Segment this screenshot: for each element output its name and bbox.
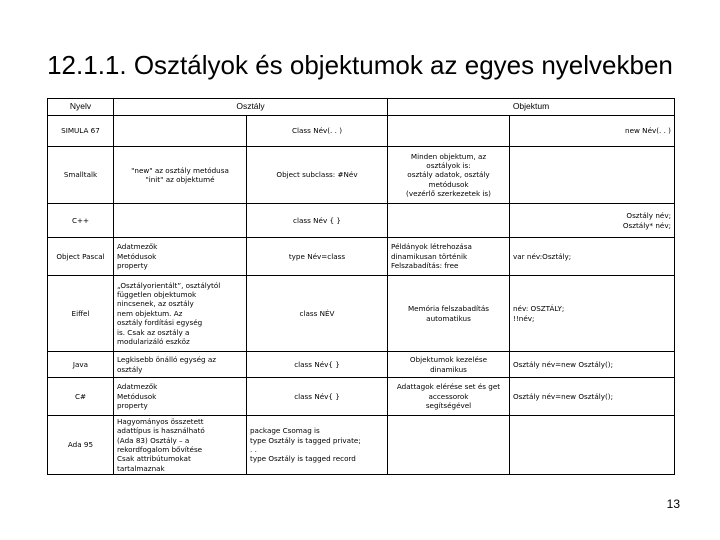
- class-syntax-cell: Object subclass: #Név: [247, 147, 388, 204]
- page-number: 13: [666, 497, 680, 511]
- table-row: [48, 378, 675, 416]
- object-note-cell: Példányok létrehozása dinamikusan történik Felszabadítás: free: [388, 238, 510, 276]
- class-syntax-cell: class Név { }: [247, 204, 388, 238]
- object-syntax-cell: [510, 147, 675, 204]
- language-cell: Object Pascal: [48, 238, 114, 276]
- class-note-cell: „Osztályorientált”, osztálytól független objektumok nincsenek, az osztály nem objektum. Az osztály fordítási egység is. Csak az osztály a modularizáló eszköz: [114, 276, 247, 352]
- object-note-cell: Memória felszabadítás automatikus: [388, 276, 510, 352]
- class-syntax-cell: class Név{ }: [247, 352, 388, 378]
- class-syntax-cell: package Csomag is type Osztály is tagged private; . . type Osztály is tagged record: [247, 416, 388, 475]
- language-cell: C#: [48, 378, 114, 416]
- class-note-cell: Adatmezők Metódusok property: [114, 378, 247, 416]
- object-syntax-cell: Osztály név; Osztály* név;: [510, 204, 675, 238]
- object-note-cell: Minden objektum, az osztályok is: osztály adatok, osztály metódusok (vezérlő szerkezetek is): [388, 147, 510, 204]
- language-cell: Smalltalk: [48, 147, 114, 204]
- object-note-cell: [388, 116, 510, 147]
- class-note-cell: [114, 116, 247, 147]
- class-syntax-cell: type Név=class: [247, 238, 388, 276]
- slide-title: 12.1.1. Osztályok és objektumok az egyes nyelvekben: [47, 50, 673, 80]
- header-row: [48, 99, 675, 116]
- language-cell: Java: [48, 352, 114, 378]
- class-note-cell: Hagyományos összetett adattípus is használható (Ada 83) Osztály – a rekordfogalom bővítése Csak attribútumokat tartalmaznak: [114, 416, 247, 475]
- header-class: Osztály: [114, 99, 388, 116]
- table-row: [48, 238, 675, 276]
- table-row: [48, 116, 675, 147]
- class-note-cell: "new" az osztály metódusa "init" az objektumé: [114, 147, 247, 204]
- class-syntax-cell: Class Név(. . ): [247, 116, 388, 147]
- class-syntax-cell: class NÉV: [247, 276, 388, 352]
- table-row: [48, 204, 675, 238]
- object-note-cell: Adattagok elérése set és get accessorok segítségével: [388, 378, 510, 416]
- object-syntax-cell: Osztály név=new Osztály();: [510, 378, 675, 416]
- header-language: Nyelv: [48, 99, 114, 116]
- object-syntax-cell: var név:Osztály;: [510, 238, 675, 276]
- header-object: Objektum: [388, 99, 675, 116]
- class-note-cell: Legkisebb önálló egység az osztály: [114, 352, 247, 378]
- table-row: [48, 416, 675, 475]
- object-note-cell: [388, 416, 510, 475]
- language-cell: Eiffel: [48, 276, 114, 352]
- object-syntax-cell: new Név(. . ): [510, 116, 675, 147]
- language-cell: C++: [48, 204, 114, 238]
- class-note-cell: Adatmezők Metódusok property: [114, 238, 247, 276]
- class-note-cell: [114, 204, 247, 238]
- object-syntax-cell: név: OSZTÁLY; !!név;: [510, 276, 675, 352]
- object-note-cell: Objektumok kezelése dinamikus: [388, 352, 510, 378]
- comparison-table: [47, 98, 675, 475]
- object-syntax-cell: [510, 416, 675, 475]
- table-row: [48, 276, 675, 352]
- language-cell: SIMULA 67: [48, 116, 114, 147]
- table-row: [48, 147, 675, 204]
- class-syntax-cell: class Név{ }: [247, 378, 388, 416]
- language-cell: Ada 95: [48, 416, 114, 475]
- object-note-cell: [388, 204, 510, 238]
- table-row: [48, 352, 675, 378]
- object-syntax-cell: Osztály név=new Osztály();: [510, 352, 675, 378]
